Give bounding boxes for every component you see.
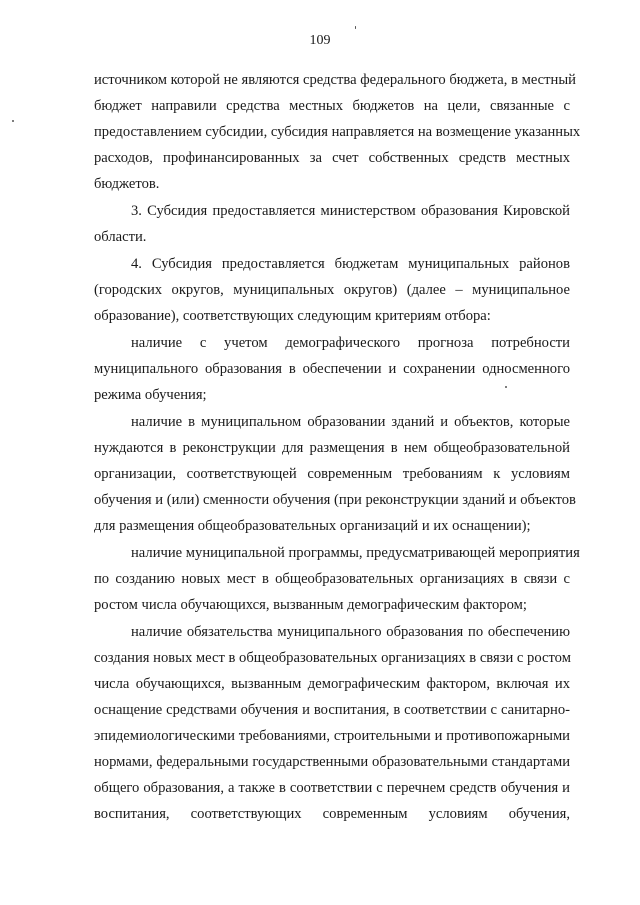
- text-line: по созданию новых мест в общеобразовательных организациях в связи с: [94, 571, 570, 587]
- text-line: создания новых мест в общеобразовательных организациях в связи с ростом: [94, 650, 571, 666]
- scan-speck: [12, 120, 14, 122]
- text-line: для размещения общеобразовательных организаций и их оснащении);: [94, 518, 531, 534]
- text-line: наличие обязательства муниципального образования по обеспечению: [131, 624, 570, 640]
- text-line: оснащение средствами обучения и воспитания, в соответствии с санитарно-: [94, 702, 570, 718]
- text-line: расходов, профинансированных за счет собственных средств местных: [94, 150, 570, 166]
- text-line: числа обучающихся, вызванным демографическим фактором, включая их: [94, 676, 570, 692]
- text-line: ростом числа обучающихся, вызванным демографическим фактором;: [94, 597, 527, 613]
- text-line: нормами, федеральными государственными образовательными стандартами: [94, 754, 570, 770]
- text-line: (городских округов, муниципальных округов) (далее – муниципальное: [94, 282, 570, 298]
- text-line: наличие муниципальной программы, предусматривающей мероприятия: [131, 545, 580, 561]
- text-line: общего образования, а также в соответствии с перечнем средств обучения и: [94, 780, 570, 796]
- text-line: обучения и (или) сменности обучения (при реконструкции зданий и объектов: [94, 492, 576, 508]
- text-line: области.: [94, 229, 147, 245]
- text-line: наличие в муниципальном образовании зданий и объектов, которые: [131, 414, 570, 430]
- text-line: муниципального образования в обеспечении и сохранении односменного: [94, 361, 570, 377]
- text-line: 3. Субсидия предоставляется министерством образования Кировской: [131, 203, 570, 219]
- text-line: бюджетов.: [94, 176, 160, 192]
- text-line: воспитания, соответствующих современным условиям обучения,: [94, 806, 570, 822]
- text-line: источником которой не являются средства федерального бюджета, в местный: [94, 72, 576, 88]
- text-line: бюджет направили средства местных бюджетов на цели, связанные с: [94, 98, 570, 114]
- text-line: эпидемиологическими требованиями, строительными и противопожарными: [94, 728, 570, 744]
- text-line: образование), соответствующих следующим критериям отбора:: [94, 308, 491, 324]
- text-line: 4. Субсидия предоставляется бюджетам муниципальных районов: [131, 256, 570, 272]
- text-line: нуждаются в реконструкции для размещения в нем общеобразовательной: [94, 440, 570, 456]
- text-line: предоставлением субсидии, субсидия направляется на возмещение указанных: [94, 124, 581, 140]
- scan-speck: [505, 386, 507, 388]
- text-line: организации, соответствующей современным требованиям к условиям: [94, 466, 570, 482]
- text-line: наличие с учетом демографического прогноза потребности: [131, 335, 570, 351]
- page-number: 109: [309, 33, 331, 48]
- text-line: режима обучения;: [94, 387, 207, 403]
- scan-speck: [355, 26, 356, 29]
